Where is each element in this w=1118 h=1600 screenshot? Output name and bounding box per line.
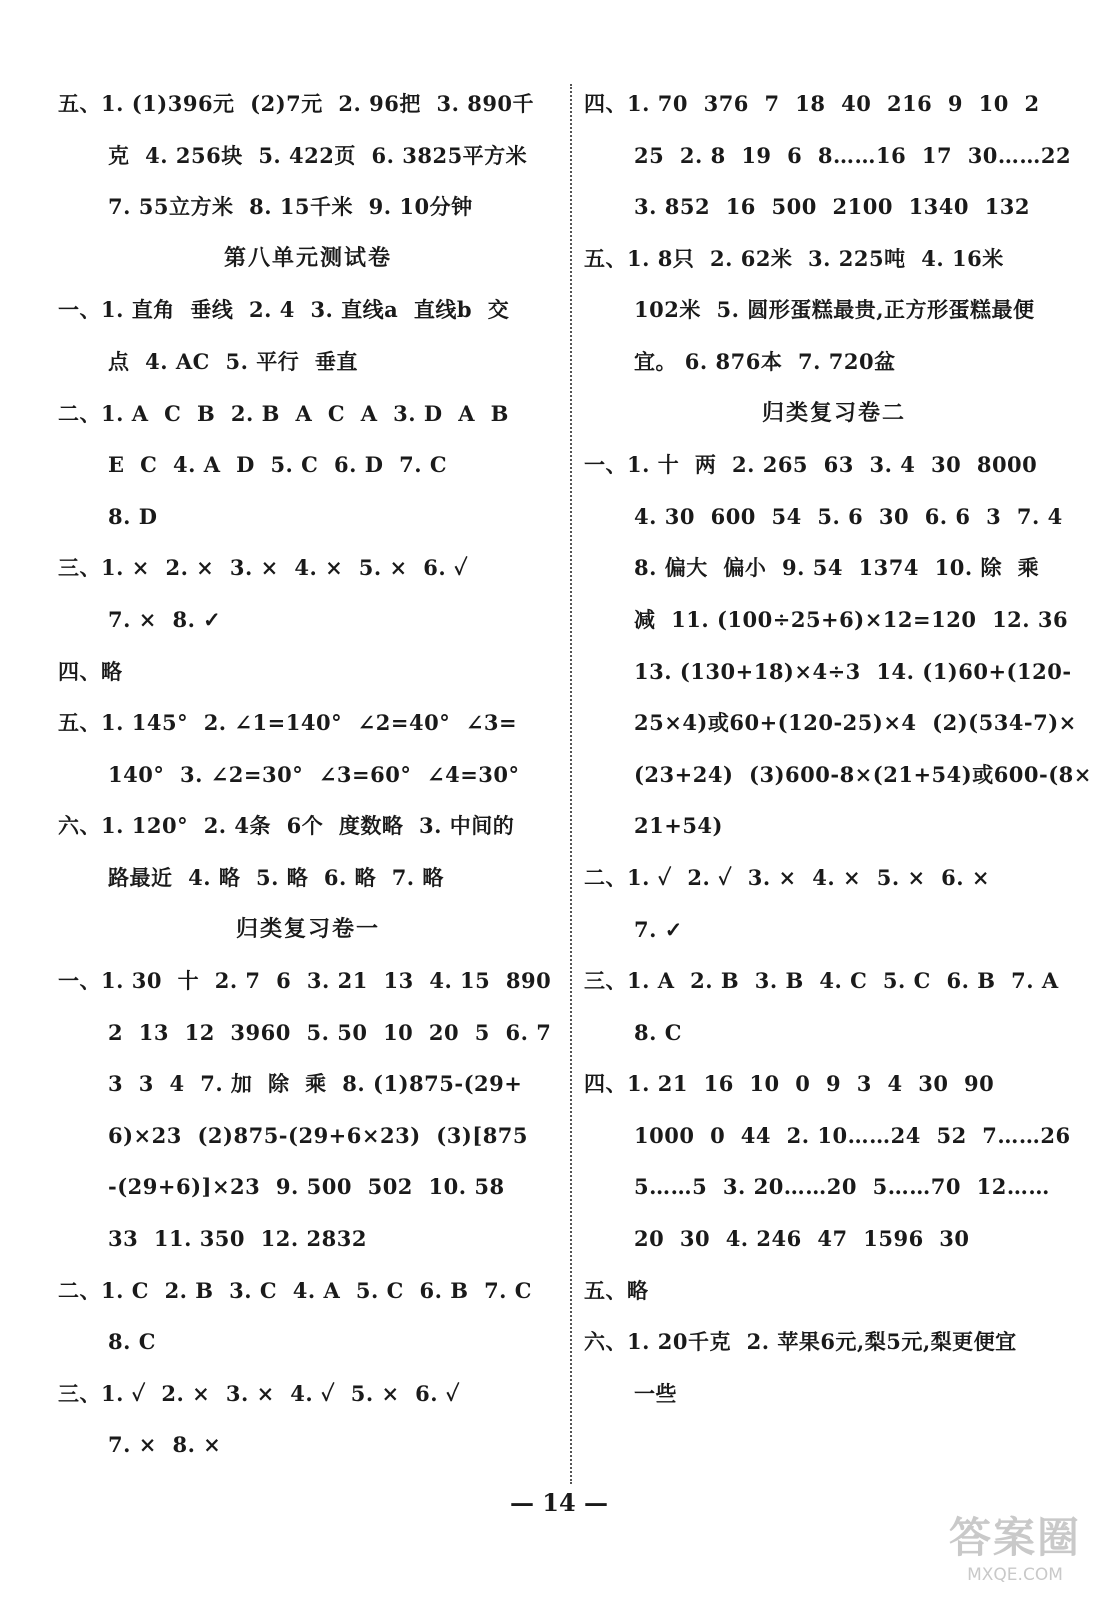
- answer-line: 点 4. AC 5. 平行 垂直: [108, 348, 358, 374]
- answer-line: (23+24) (3)600-8×(21+54)或600-(8×: [634, 761, 1092, 787]
- section-heading: 第八单元测试卷: [223, 244, 392, 271]
- answer-line: 6)×23 (2)875-(29+6×23) (3)[875: [108, 1122, 529, 1148]
- answer-line: 8. C: [634, 1019, 682, 1045]
- answer-line: 25 2. 8 19 6 8……16 17 30……22: [634, 142, 1072, 168]
- answer-line: 克 4. 256块 5. 422页 6. 3825平方米: [108, 142, 528, 168]
- answer-line: 三、1. A 2. B 3. B 4. C 5. C 6. B 7. A: [584, 968, 1059, 994]
- answer-line: 五、1. 8只 2. 62米 3. 225吨 4. 16米: [584, 245, 1004, 271]
- answer-line: 四、略: [58, 658, 123, 684]
- answer-line: 4. 30 600 54 5. 6 30 6. 6 3 7. 4: [634, 503, 1063, 529]
- answer-line: 六、1. 20千克 2. 苹果6元,梨5元,梨更便宜: [584, 1329, 1017, 1355]
- answer-line: 三、1. ✓ 2. × 3. × 4. ✓ 5. × 6. ✓: [58, 1380, 460, 1406]
- answer-line: 五、略: [584, 1277, 649, 1303]
- answer-line: 8. C: [108, 1329, 156, 1355]
- answer-line: 宜。 6. 876本 7. 720盆: [634, 348, 896, 374]
- answer-line: -(29+6)]×23 9. 500 502 10. 58: [108, 1174, 505, 1200]
- answer-line: 1000 0 44 2. 10……24 52 7……26: [634, 1122, 1071, 1148]
- answer-line: 减 11. (100÷25+6)×12=120 12. 36: [634, 606, 1069, 632]
- answer-line: 5……5 3. 20……20 5……70 12……: [634, 1174, 1050, 1200]
- answer-line: 一些: [634, 1380, 677, 1406]
- answer-line: E C 4. A D 5. C 6. D 7. C: [108, 452, 448, 478]
- answer-line: 7. × 8. ✓: [108, 606, 222, 632]
- answer-line: 7. ✓: [634, 916, 683, 942]
- answer-line: 21+54): [634, 813, 723, 839]
- section-heading: 归类复习卷一: [235, 915, 380, 942]
- answer-line: 一、1. 十 两 2. 265 63 3. 4 30 8000: [584, 452, 1038, 478]
- answer-line: 8. 偏大 偏小 9. 54 1374 10. 除 乘: [634, 555, 1040, 581]
- answer-line: 四、1. 70 376 7 18 40 216 9 10 2: [584, 91, 1040, 116]
- answer-line: 路最近 4. 略 5. 略 6. 略 7. 略: [108, 864, 444, 890]
- answer-line: 140° 3. ∠2=30° ∠3=60° ∠4=30°: [108, 761, 520, 787]
- left-answer-column: [58, 78, 558, 1471]
- answer-line: 8. D: [108, 503, 158, 529]
- answer-line: 二、1. ✓ 2. ✓ 3. × 4. × 5. × 6. ×: [584, 864, 990, 890]
- answer-line: 2 13 12 3960 5. 50 10 20 5 6. 7: [108, 1019, 552, 1045]
- answer-line: 三、1. × 2. × 3. × 4. × 5. × 6. ✓: [58, 555, 469, 581]
- answer-line: 3 3 4 7. 加 除 乘 8. (1)875-(29+: [108, 1071, 523, 1097]
- answer-line: 二、1. C 2. B 3. C 4. A 5. C 6. B 7. C: [58, 1277, 533, 1303]
- answer-line: 25×4)或60+(120-25)×4 (2)(534-7)×: [634, 710, 1077, 736]
- right-answer-column: [584, 78, 1092, 1419]
- answer-line: 一、1. 直角 垂线 2. 4 3. 直线a 直线b 交: [58, 297, 510, 323]
- answer-line: 一、1. 30 十 2. 7 6 3. 21 13 4. 15 890: [58, 968, 552, 994]
- answer-line: 二、1. A C B 2. B A C A 3. D A B: [58, 400, 509, 426]
- answer-line: 7. × 8. ×: [108, 1432, 222, 1458]
- answer-line: 四、1. 21 16 10 0 9 3 4 30 90: [584, 1071, 995, 1097]
- column-divider: [570, 84, 572, 1484]
- answer-line: 20 30 4. 246 47 1596 30: [634, 1226, 970, 1252]
- answer-line: 3. 852 16 500 2100 1340 132: [634, 194, 1030, 220]
- answer-line: 六、1. 120° 2. 4条 6个 度数略 3. 中间的: [58, 813, 515, 839]
- watermark-logo: 答案圈 MXQE.COM: [948, 1513, 1081, 1585]
- answer-line: 五、1. (1)396元 (2)7元 2. 96把 3. 890千: [58, 91, 535, 116]
- section-heading: 归类复习卷二: [761, 399, 906, 426]
- answer-line: 33 11. 350 12. 2832: [108, 1226, 367, 1252]
- answer-line: 102米 5. 圆形蛋糕最贵,正方形蛋糕最便: [634, 297, 1035, 323]
- answer-line: 7. 55立方米 8. 15千米 9. 10分钟: [108, 194, 473, 220]
- answer-line: 五、1. 145° 2. ∠1=140° ∠2=40° ∠3=: [58, 710, 518, 736]
- answer-line: 13. (130+18)×4÷3 14. (1)60+(120-: [634, 658, 1072, 684]
- page-number: — 14 —: [509, 1488, 609, 1517]
